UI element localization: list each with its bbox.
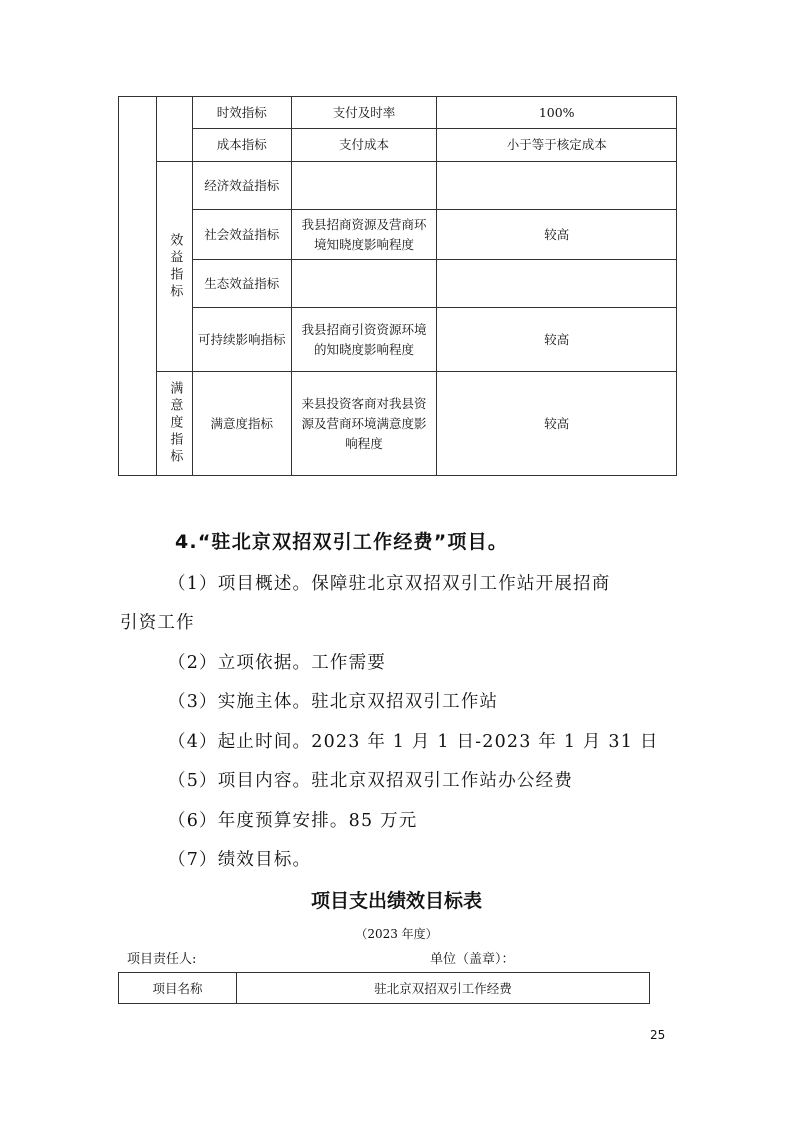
value-cell: 较高 [437,372,677,476]
project-name-label: 项目名称 [119,973,237,1004]
content-cell: 支付成本 [291,129,437,162]
section-heading: 4.“驻北京双招双引工作经费”项目。 [175,531,509,553]
unit-label: 单位（盖章）： [430,952,515,967]
indicator-cell: 时效指标 [192,97,291,129]
form-year: （2023 年度） [355,927,438,941]
indicator-cell: 生态效益指标 [192,260,291,308]
paragraph-overview: （1）项目概述。保障驻北京双招双引工作站开展招商 [168,574,611,594]
group-cell-benefit [156,162,192,372]
paragraph-subject: （3）实施主体。驻北京双招双引工作站 [168,692,499,712]
content-cell: 我县招商引资资源环境的知晓度影响程度 [291,308,437,372]
content-cell [291,162,437,210]
owner-label: 项目责任人: [127,952,197,967]
paragraph-content: （5）项目内容。驻北京双招双引工作站办公经费 [168,771,574,791]
paragraph-basis: （2）立项依据。工作需要 [168,653,387,673]
content-cell: 支付及时率 [291,97,437,129]
paragraph-overview-cont: 引资工作 [120,613,195,633]
indicator-cell: 社会效益指标 [192,210,291,260]
value-cell: 较高 [437,210,677,260]
indicator-cell: 可持续影响指标 [192,308,291,372]
performance-table-continued [118,96,677,476]
paragraph-goal: （7）绩效目标。 [168,850,312,870]
indicator-cell: 成本指标 [192,129,291,162]
content-cell [291,260,437,308]
target-form-table [118,972,650,1004]
indicator-cell: 经济效益指标 [192,162,291,210]
group-label: 效益指标 [167,232,183,301]
content-cell: 来县投资客商对我县资源及营商环境满意度影响程度 [291,372,437,476]
page-number: 25 [650,1028,666,1042]
indicator-cell: 满意度指标 [192,372,291,476]
paragraph-budget: （6）年度预算安排。85 万元 [168,811,418,831]
project-name-value: 驻北京双招双引工作经费 [237,973,650,1004]
blank-cell [156,97,192,162]
value-cell [437,260,677,308]
value-cell [437,162,677,210]
blank-cell [119,97,157,476]
group-label: 满意度指标 [167,381,183,466]
paragraph-period: （4）起止时间。2023 年 1 月 1 日-2023 年 1 月 31 日 [168,732,659,752]
value-cell: 较高 [437,308,677,372]
group-cell-satisfaction [156,372,192,476]
content-cell: 我县招商资源及营商环境知晓度影响程度 [291,210,437,260]
value-cell: 小于等于核定成本 [437,129,677,162]
value-cell: 100% [437,97,677,129]
form-title: 项目支出绩效目标表 [310,890,482,912]
